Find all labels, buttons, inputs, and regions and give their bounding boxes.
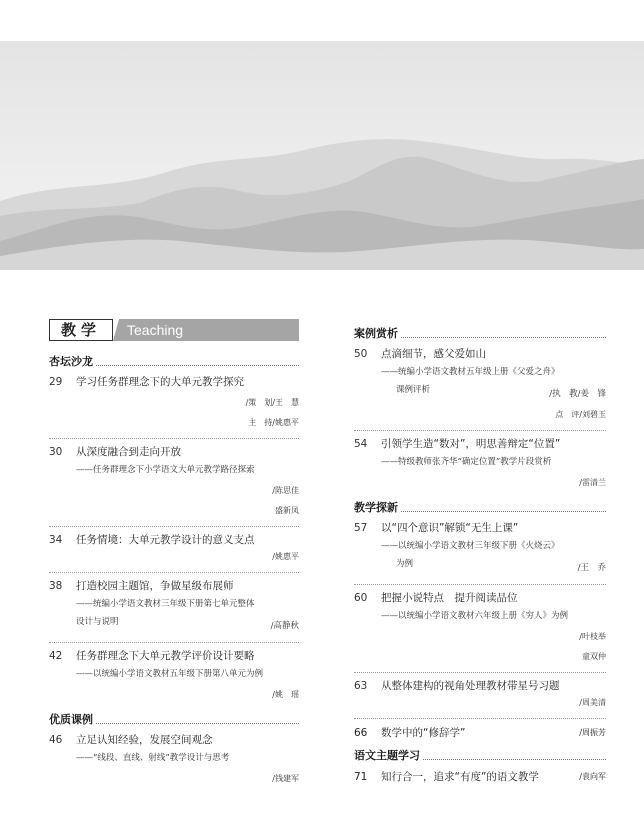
article-author: /钱建军 — [272, 774, 299, 783]
article-author: /叶枝举 — [579, 632, 606, 641]
toc-entry[interactable]: 66 数学中的“修辞学” /周振芳 — [354, 727, 606, 739]
article-subtitle: ——统编小学语文教材五年级上册《父爱之舟》 — [381, 367, 560, 377]
toc-entry[interactable]: 46 立足认知经验，发展空间观念 ——“线段、直线、射线”教学设计与思考 /钱建军 — [49, 733, 299, 789]
category-heading: 案例赏析 — [354, 319, 606, 341]
toc-entry[interactable]: 30 从深度融合到走向开放 ——任务群理念下小学语文大单元教学路径探索 /陈思佳 盛新凤 — [49, 445, 299, 521]
toc-entry[interactable]: 38 打造校园主题馆，争做星级布展师 ——统编小学语文教材三年级下册第七单元整体 设计与说明 /高静秋 — [49, 579, 299, 637]
article-subtitle: ——以统编小学语文教材三年级下册《火烧云》 — [381, 541, 560, 551]
article-author: /周振芳 — [579, 728, 606, 737]
section-title-cn: 教学 — [49, 319, 113, 341]
category-heading: 杏坛沙龙 — [49, 347, 299, 369]
article-author: 点 评/刘碧玉 — [555, 410, 606, 419]
article-author: /姚惠平 — [272, 552, 299, 561]
article-title: 任务群理念下大单元教学评价设计要略 — [76, 650, 255, 662]
category-heading: 教学探新 — [354, 493, 606, 515]
article-title: 立足认知经验，发展空间观念 — [76, 734, 213, 746]
article-subtitle: ——以统编小学语文教材六年级上册《穷人》为例 — [381, 611, 569, 621]
category-heading: 优质课例 — [49, 705, 299, 727]
article-subtitle: ——特级教师张齐华“确定位置”教学片段赏析 — [381, 457, 552, 467]
category-heading: 语文主题学习 — [354, 741, 606, 763]
ink-mountain-banner — [0, 41, 644, 270]
contents-left-column — [49, 319, 299, 789]
article-author: /周美清 — [579, 698, 606, 707]
article-title: 从整体建构的视角处理教材带星号习题 — [381, 680, 560, 692]
toc-entry[interactable]: 63 从整体建构的视角处理教材带星号习题 /周美清 — [354, 679, 606, 713]
article-author: 主 持/姚惠平 — [248, 418, 299, 427]
article-title: 任务情境：大单元教学设计的意义支点 — [76, 534, 255, 546]
toc-entry[interactable] — [49, 375, 299, 433]
article-title: 从深度融合到走向开放 — [76, 446, 181, 458]
article-author: /王 乔 — [577, 563, 606, 573]
article-author: /执 教/姜 锋 — [549, 389, 606, 399]
article-author: /高静秋 — [270, 621, 299, 631]
article-title: 打造校园主题馆，争做星级布展师 — [76, 580, 234, 592]
section-title-en: Teaching — [119, 319, 299, 341]
article-subtitle: ——任务群理念下小学语文大单元教学路径探索 — [76, 465, 255, 475]
toc-entry[interactable]: 60 把握小说特点 提升阅读品位 ——以统编小学语文教材六年级上册《穷人》为例 /叶枝举 童双仲 — [354, 591, 606, 667]
article-title: 把握小说特点 提升阅读品位 — [381, 592, 518, 604]
toc-entry[interactable]: 50 点滴细节，感父爱如山 ——统编小学语文教材五年级上册《父爱之舟》 课例评析 /执 教/姜 锋 点 评/刘碧玉 — [354, 347, 606, 425]
section-header — [49, 319, 299, 341]
article-subtitle: 课例评析 — [396, 385, 431, 395]
article-author: 童双仲 — [582, 652, 606, 661]
article-title: 知行合一，追求“有度”的语文教学 — [381, 771, 539, 783]
article-author: /策 划/王 慧 — [245, 398, 299, 407]
article-author: /雷清兰 — [579, 478, 606, 487]
article-title: 学习任务群理念下的大单元教学探究 — [76, 376, 244, 388]
article-title: 以“四个意识”解锁“无生上课” — [381, 522, 519, 534]
toc-entry[interactable]: 54 引领学生造“数对”，明思善辩定“位置” ——特级教师张齐华“确定位置”教学片段赏析 /雷清兰 — [354, 437, 606, 493]
article-author: /姚 瑶 — [272, 690, 299, 699]
toc-entry[interactable]: 57 以“四个意识”解锁“无生上课” ——以统编小学语文教材三年级下册《火烧云》 为例 /王 乔 — [354, 521, 606, 579]
article-author: /陈思佳 — [272, 486, 299, 495]
contents-right-column — [354, 319, 606, 785]
article-author: /袁向军 — [579, 772, 606, 781]
page-number: 29 — [49, 376, 63, 388]
article-author: 盛新凤 — [275, 506, 299, 515]
toc-entry[interactable]: 71 知行合一，追求“有度”的语文教学 /袁向军 — [354, 771, 606, 783]
article-subtitle: ——以统编小学语文教材五年级下册第八单元为例 — [76, 669, 264, 679]
article-title: 数学中的“修辞学” — [381, 727, 466, 739]
article-subtitle: 为例 — [396, 559, 414, 569]
article-subtitle: ——“线段、直线、射线”教学设计与思考 — [76, 753, 230, 763]
toc-entry[interactable]: 34 任务情境：大单元教学设计的意义支点 /姚惠平 — [49, 533, 299, 567]
article-subtitle: ——统编小学语文教材三年级下册第七单元整体 — [76, 599, 255, 609]
toc-entry[interactable]: 42 任务群理念下大单元教学评价设计要略 ——以统编小学语文教材五年级下册第八单元为例 /姚 瑶 — [49, 649, 299, 705]
article-title: 引领学生造“数对”，明思善辩定“位置” — [381, 438, 561, 450]
article-subtitle: 设计与说明 — [76, 617, 119, 627]
article-title: 点滴细节，感父爱如山 — [381, 348, 486, 360]
